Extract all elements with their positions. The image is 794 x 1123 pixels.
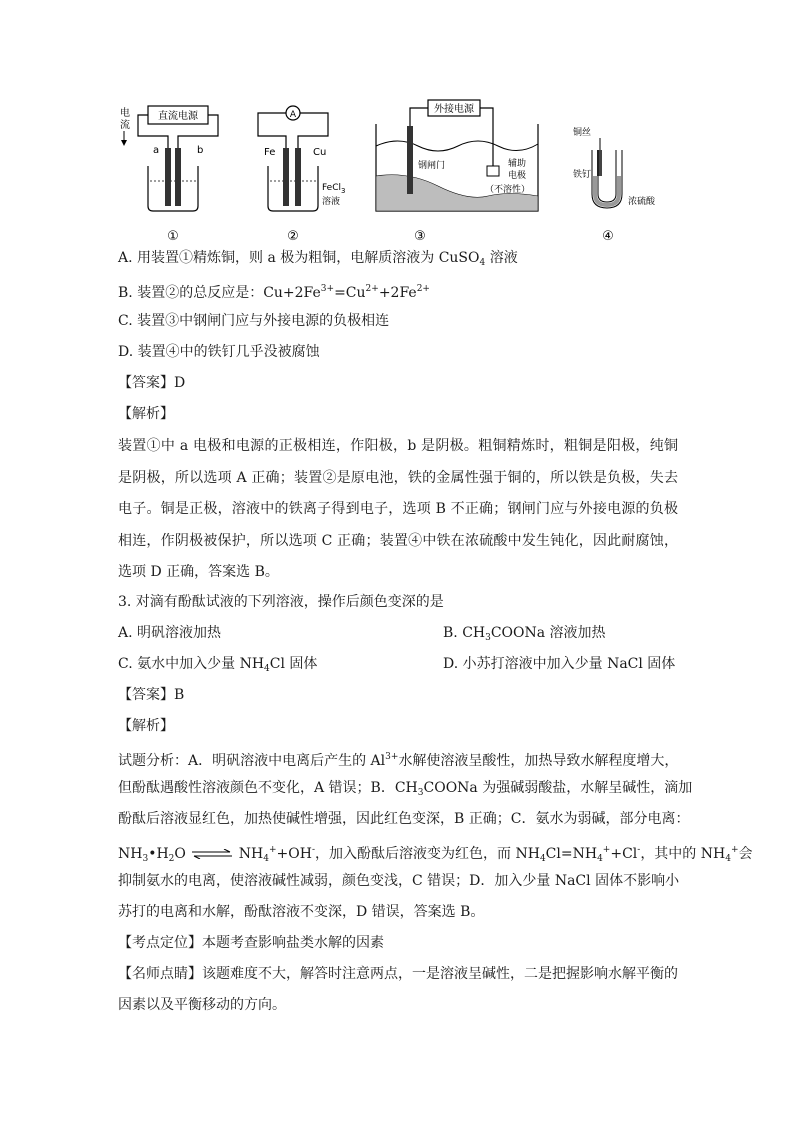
q3-key-point: 【考点定位】本题考查影响盐类水解的因素 <box>118 935 384 951</box>
svg-text:②: ② <box>287 229 299 244</box>
svg-text:流: 流 <box>120 120 130 131</box>
steel-gate <box>407 126 413 194</box>
q2-analysis-text: 装置①中 a 电极和电源的正极相连，作阳极，b 是阴极。粗铜精炼时，粗铜是阳极，纯铜是阴极，所以选项 A 正确；装置②是原电池，铁的金属性强于铜的，所以铁是负极，失去电子。铜是正极，溶液中的铁离子得到电子，选项 B 不正确；钢闸门应与外接电源的负极相连，作阴极被保护，所以选项 C 正确；装置④中铁在浓硫酸中发生钝化，因此耐腐蚀，选项 D 正确，答案选 B。 <box>118 438 678 580</box>
electrode-cu <box>295 148 301 206</box>
svg-text:铜丝: 铜丝 <box>573 128 592 138</box>
svg-text:外接电源: 外接电源 <box>434 104 474 115</box>
current-label: 电 <box>120 108 130 119</box>
q3-teacher-note-2: 因素以及平衡移动的方向。 <box>118 997 286 1013</box>
svg-text:③: ③ <box>414 229 426 244</box>
beaker-1 <box>148 166 198 211</box>
svg-text:Fe: Fe <box>264 147 276 158</box>
aux-electrode <box>487 166 499 176</box>
q3-analysis-line-3: 酚酞后溶液显红色，加热使碱性增强，因此红色变深，B 正确；C．氨水为弱碱，部分电离： <box>118 811 690 827</box>
equilibrium-arrow-icon <box>190 849 234 859</box>
apparatus-2 <box>258 106 345 244</box>
svg-text:b: b <box>197 145 204 156</box>
q3-stem: 3. 对滴有酚酞试液的下列溶液，操作后颜色变深的是 <box>118 594 444 610</box>
svg-text:直流电源: 直流电源 <box>158 111 198 122</box>
svg-text:电极: 电极 <box>508 171 527 181</box>
svg-text:溶液: 溶液 <box>322 197 341 207</box>
electrode-a <box>165 148 171 206</box>
apparatus-1 <box>120 106 218 244</box>
q2-option-d: D. 装置④中的铁钉几乎没被腐蚀 <box>118 344 320 360</box>
q3-analysis-line-6: 苏打的电离和水解，酚酞溶液不变深，D 错误，答案选 B。 <box>118 904 485 920</box>
svg-text:辅助: 辅助 <box>508 159 527 169</box>
q3-analysis-line-1: 试题分析：A．明矾溶液中电离后产生的 $Al^{3+}$水解使溶液呈酸性，加热导致水解程度增大， <box>118 752 679 769</box>
apparatus-4 <box>573 126 656 244</box>
apparatus-figure <box>108 96 688 246</box>
svg-text:a: a <box>153 145 160 156</box>
q3-option-b: B. $CH_3COONa$ 溶液加热 <box>443 625 606 643</box>
q3-answer: 【答案】B <box>118 687 185 703</box>
q3-option-a: A. 明矾溶液加热 <box>118 625 222 641</box>
q3-option-c: C. 氨水中加入少量 $NH_4Cl$ 固体 <box>118 656 318 674</box>
svg-text:Cu: Cu <box>313 147 327 158</box>
q2-option-b: B. 装置②的总反应是：$Cu+2Fe^{3+}=Cu^{2+}+2Fe^{2+}$ <box>118 284 430 301</box>
beaker-2 <box>268 166 318 211</box>
q2-option-a: A. 用装置①精炼铜，则 a 极为粗铜，电解质溶液为 CuSO$_4$ 溶液 <box>118 250 518 268</box>
svg-text:A: A <box>289 110 297 120</box>
q2-analysis-label: 【解析】 <box>118 406 174 422</box>
q3-option-d: D. 小苏打溶液中加入少量 NaCl 固体 <box>443 656 676 672</box>
svg-text:铁钉: 铁钉 <box>573 170 592 180</box>
svg-text:①: ① <box>167 229 179 244</box>
q3-analysis-label: 【解析】 <box>118 718 174 734</box>
svg-text:（不溶性）: （不溶性） <box>485 185 531 195</box>
q2-answer: 【答案】D <box>118 375 186 391</box>
q3-teacher-note-1: 【名师点睛】该题难度不大，解答时注意两点，一是溶液呈碱性，二是把握影响水解平衡的 <box>118 966 678 982</box>
q3-analysis-line-4: $NH_3•H_2O$ $NH_4^++OH^-$，加入酚酞后溶液变为红色，而 $NH_4Cl=NH_4^++Cl^-$，其中的 $NH_4^+$会 <box>118 845 753 864</box>
q2-option-c: C. 装置③中钢闸门应与外接电源的负极相连 <box>118 313 390 329</box>
electrode-b <box>175 148 181 206</box>
svg-text:FeCl3: FeCl$_3$ <box>322 183 346 195</box>
apparatus-3 <box>376 100 538 244</box>
q3-analysis-line-5: 抑制氨水的电离，使溶液碱性减弱，颜色变浅，C 错误；D．加入少量 NaCl 固体不影响小 <box>118 873 680 889</box>
svg-text:钢闸门: 钢闸门 <box>418 161 446 171</box>
svg-text:④: ④ <box>602 229 614 244</box>
svg-text:浓硫酸: 浓硫酸 <box>628 197 656 207</box>
q3-analysis-line-2: 但酚酞遇酸性溶液颜色不变化，A 错误；B．$CH_3COONa$ 为强碱弱酸盐，水解呈碱性，滴加 <box>118 780 693 798</box>
electrode-fe <box>283 148 289 206</box>
